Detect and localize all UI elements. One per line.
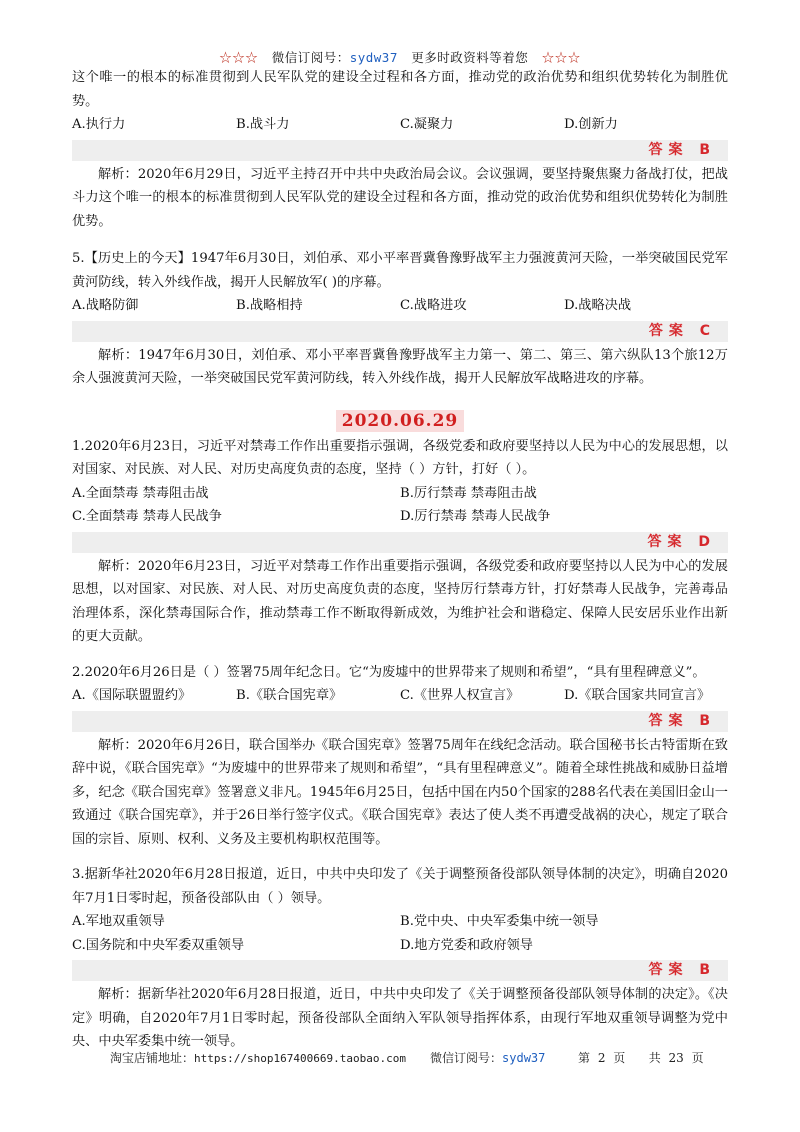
stars-left: ☆☆☆ bbox=[219, 50, 259, 65]
q1-option-c: C.全面禁毒 禁毒人民战争 bbox=[72, 509, 222, 524]
stars-right: ☆☆☆ bbox=[541, 50, 581, 65]
q1-analysis: 解析：2020年6月23日，习近平对禁毒工作作出重要指示强调，各级党委和政府要坚持以人民为中心的发展思想，以对国家、对民族、对人民、对历史高度负责的态度，坚持厉行禁毒方针，打好禁毒人民战争，完善毒品治理体系，深化禁毒国际合作，推动禁毒工作不断取得新成效，为维护社会和谐稳定、保障人民安居乐业作出新的更大贡献。 bbox=[72, 558, 728, 644]
footer-page: 第 2 页 bbox=[578, 1051, 626, 1065]
footer-wechat bbox=[430, 1049, 545, 1066]
footer-shop bbox=[110, 1049, 406, 1066]
q4-option-c: C.凝聚力 bbox=[400, 117, 454, 132]
footer-wechat-account: sydw37 bbox=[502, 1051, 546, 1065]
q2-analysis: 解析：2020年6月26日，联合国举办《联合国宪章》签署75周年在线纪念活动。联合国秘书长古特雷斯在致辞中说，《联合国宪章》“为废墟中的世界带来了规则和希望”，“具有里程碑意义”。随着全球性挑战和威胁日益增多，纪念《联合国宪章》签署意义非凡。1945年6月25日，包括中国在内50个国家的288名代表在美国旧金山一致通过《联合国宪章》，并于26日举行签字仪式。《联合国宪章》表达了使人类不再遭受战祸的决心，规定了联合国的宗旨、原则、权利、义务及主要机构职权范围等。 bbox=[72, 737, 728, 847]
q3-analysis: 解析：据新华社2020年6月28日报道，近日，中共中央印发了《关于调整预备役部队领导体制的决定》。《决定》明确，自2020年7月1日零时起，预备役部队全面纳入军队领导指挥体系，由现行军地双重领导调整为党中央、中央军委集中统一领导。 bbox=[72, 987, 728, 1049]
q3-option-d: D.地方党委和政府领导 bbox=[400, 937, 533, 953]
q3-option-b: B.党中央、中央军委集中统一领导 bbox=[400, 914, 599, 929]
q4-option-d: D.创新力 bbox=[564, 117, 618, 132]
q1-option-b: B.厉行禁毒 禁毒阻击战 bbox=[400, 485, 537, 501]
header-label: 微信订阅号： bbox=[271, 50, 350, 65]
date-heading bbox=[72, 411, 728, 431]
q2-option-b: B.《联合国宪章》 bbox=[236, 688, 343, 703]
q3-answer-bar bbox=[72, 960, 728, 981]
q4-options bbox=[72, 113, 728, 137]
footer-shop-url[interactable]: https://shop167400669.taobao.com bbox=[194, 1052, 406, 1065]
q4-analysis: 解析：2020年6月29日，习近平主持召开中共中央政治局会议。会议强调，要坚持聚焦聚力备战打仗，把战斗力这个唯一的根本的标准贯彻到人民军队党的建设全过程和各方面，推动党的政治优势和组织优势转化为制胜优势。 bbox=[72, 166, 728, 229]
footer-pagination bbox=[578, 1049, 704, 1066]
q5-text: 5.【历史上的今天】1947年6月30日，刘伯承、邓小平率晋冀鲁豫野战军主力强渡黄河天险，一举突破国民党军黄河防线，转入外线作战，揭开人民解放军( )的序幕。 bbox=[72, 251, 728, 290]
q4-answer: 答案 B bbox=[648, 141, 716, 158]
q5-analysis: 解析：1947年6月30日，刘伯承、邓小平率晋冀鲁豫野战军主力第一、第二、第三、第六纵队13个旅12万余人强渡黄河天险，一举突破国民党军黄河防线，转入外线作战，揭开人民解放军战略进攻的序幕。 bbox=[72, 347, 728, 386]
q1-answer: 答案 D bbox=[647, 533, 716, 550]
q1-answer-bar bbox=[72, 532, 728, 553]
q2-option-d: D.《联合国家共同宣言》 bbox=[564, 688, 711, 703]
q2-answer-bar bbox=[72, 711, 728, 732]
content bbox=[72, 66, 728, 1054]
footer-total: 共 23 页 bbox=[648, 1051, 704, 1065]
header-slogan: 更多时政资料等着您 bbox=[411, 50, 529, 65]
q2-option-c: C.《世界人权宣言》 bbox=[400, 688, 520, 703]
q3-options-row1 bbox=[72, 910, 728, 934]
q1-option-a: A.全面禁毒 禁毒阻击战 bbox=[72, 485, 209, 501]
q5-option-a: A.战略防御 bbox=[72, 298, 139, 313]
header-account: sydw37 bbox=[349, 50, 398, 65]
q1-options-row2 bbox=[72, 505, 728, 529]
footer-wechat-label: 微信订阅号： bbox=[430, 1051, 503, 1065]
q5-options bbox=[72, 294, 728, 318]
date-heading-text: 2020.06.29 bbox=[336, 410, 464, 432]
footer-shop-label: 淘宝店铺地址： bbox=[110, 1051, 195, 1065]
q2-text: 2.2020年6月26日是（ ）签署75周年纪念日。它“为废墟中的世界带来了规则和希望”，“具有里程碑意义”。 bbox=[72, 664, 706, 680]
q3-text: 3.据新华社2020年6月28日报道，近日，中共中央印发了《关于调整预备役部队领导体制的决定》，明确自2020年7月1日零时起，预备役部队由（ ）领导。 bbox=[72, 867, 728, 906]
q1-options-row1 bbox=[72, 482, 728, 506]
q3-answer: 答案 B bbox=[648, 962, 716, 978]
q1-option-d: D.厉行禁毒 禁毒人民战争 bbox=[400, 509, 551, 524]
q4-option-b: B.战斗力 bbox=[236, 117, 290, 132]
page-header bbox=[0, 48, 800, 66]
q3-options-row2 bbox=[72, 934, 728, 958]
q5-option-c: C.战略进攻 bbox=[400, 298, 467, 313]
q1-text: 1.2020年6月23日，习近平对禁毒工作作出重要指示强调，各级党委和政府要坚持以人民为中心的发展思想，以对国家、对民族、对人民、对历史高度负责的态度，坚持（ ）方针，打好（ ）。 bbox=[72, 438, 728, 477]
q3-option-c: C.国务院和中央军委双重领导 bbox=[72, 937, 245, 953]
q5-answer-bar bbox=[72, 321, 728, 342]
q4-text: 这个唯一的根本的标准贯彻到人民军队党的建设全过程和各方面，推动党的政治优势和组织优势转化为制胜优势。 bbox=[72, 70, 728, 109]
q5-option-d: D.战略决战 bbox=[564, 298, 632, 313]
q3-option-a: A.军地双重领导 bbox=[72, 914, 165, 929]
q5-answer: 答案 C bbox=[648, 322, 716, 339]
q2-option-a: A.《国际联盟盟约》 bbox=[72, 688, 192, 703]
q4-option-a: A.执行力 bbox=[72, 117, 126, 132]
q4-answer-bar bbox=[72, 140, 728, 161]
q2-answer: 答案 B bbox=[648, 712, 716, 729]
q5-option-b: B.战略相持 bbox=[236, 298, 303, 313]
q2-options bbox=[72, 684, 728, 708]
